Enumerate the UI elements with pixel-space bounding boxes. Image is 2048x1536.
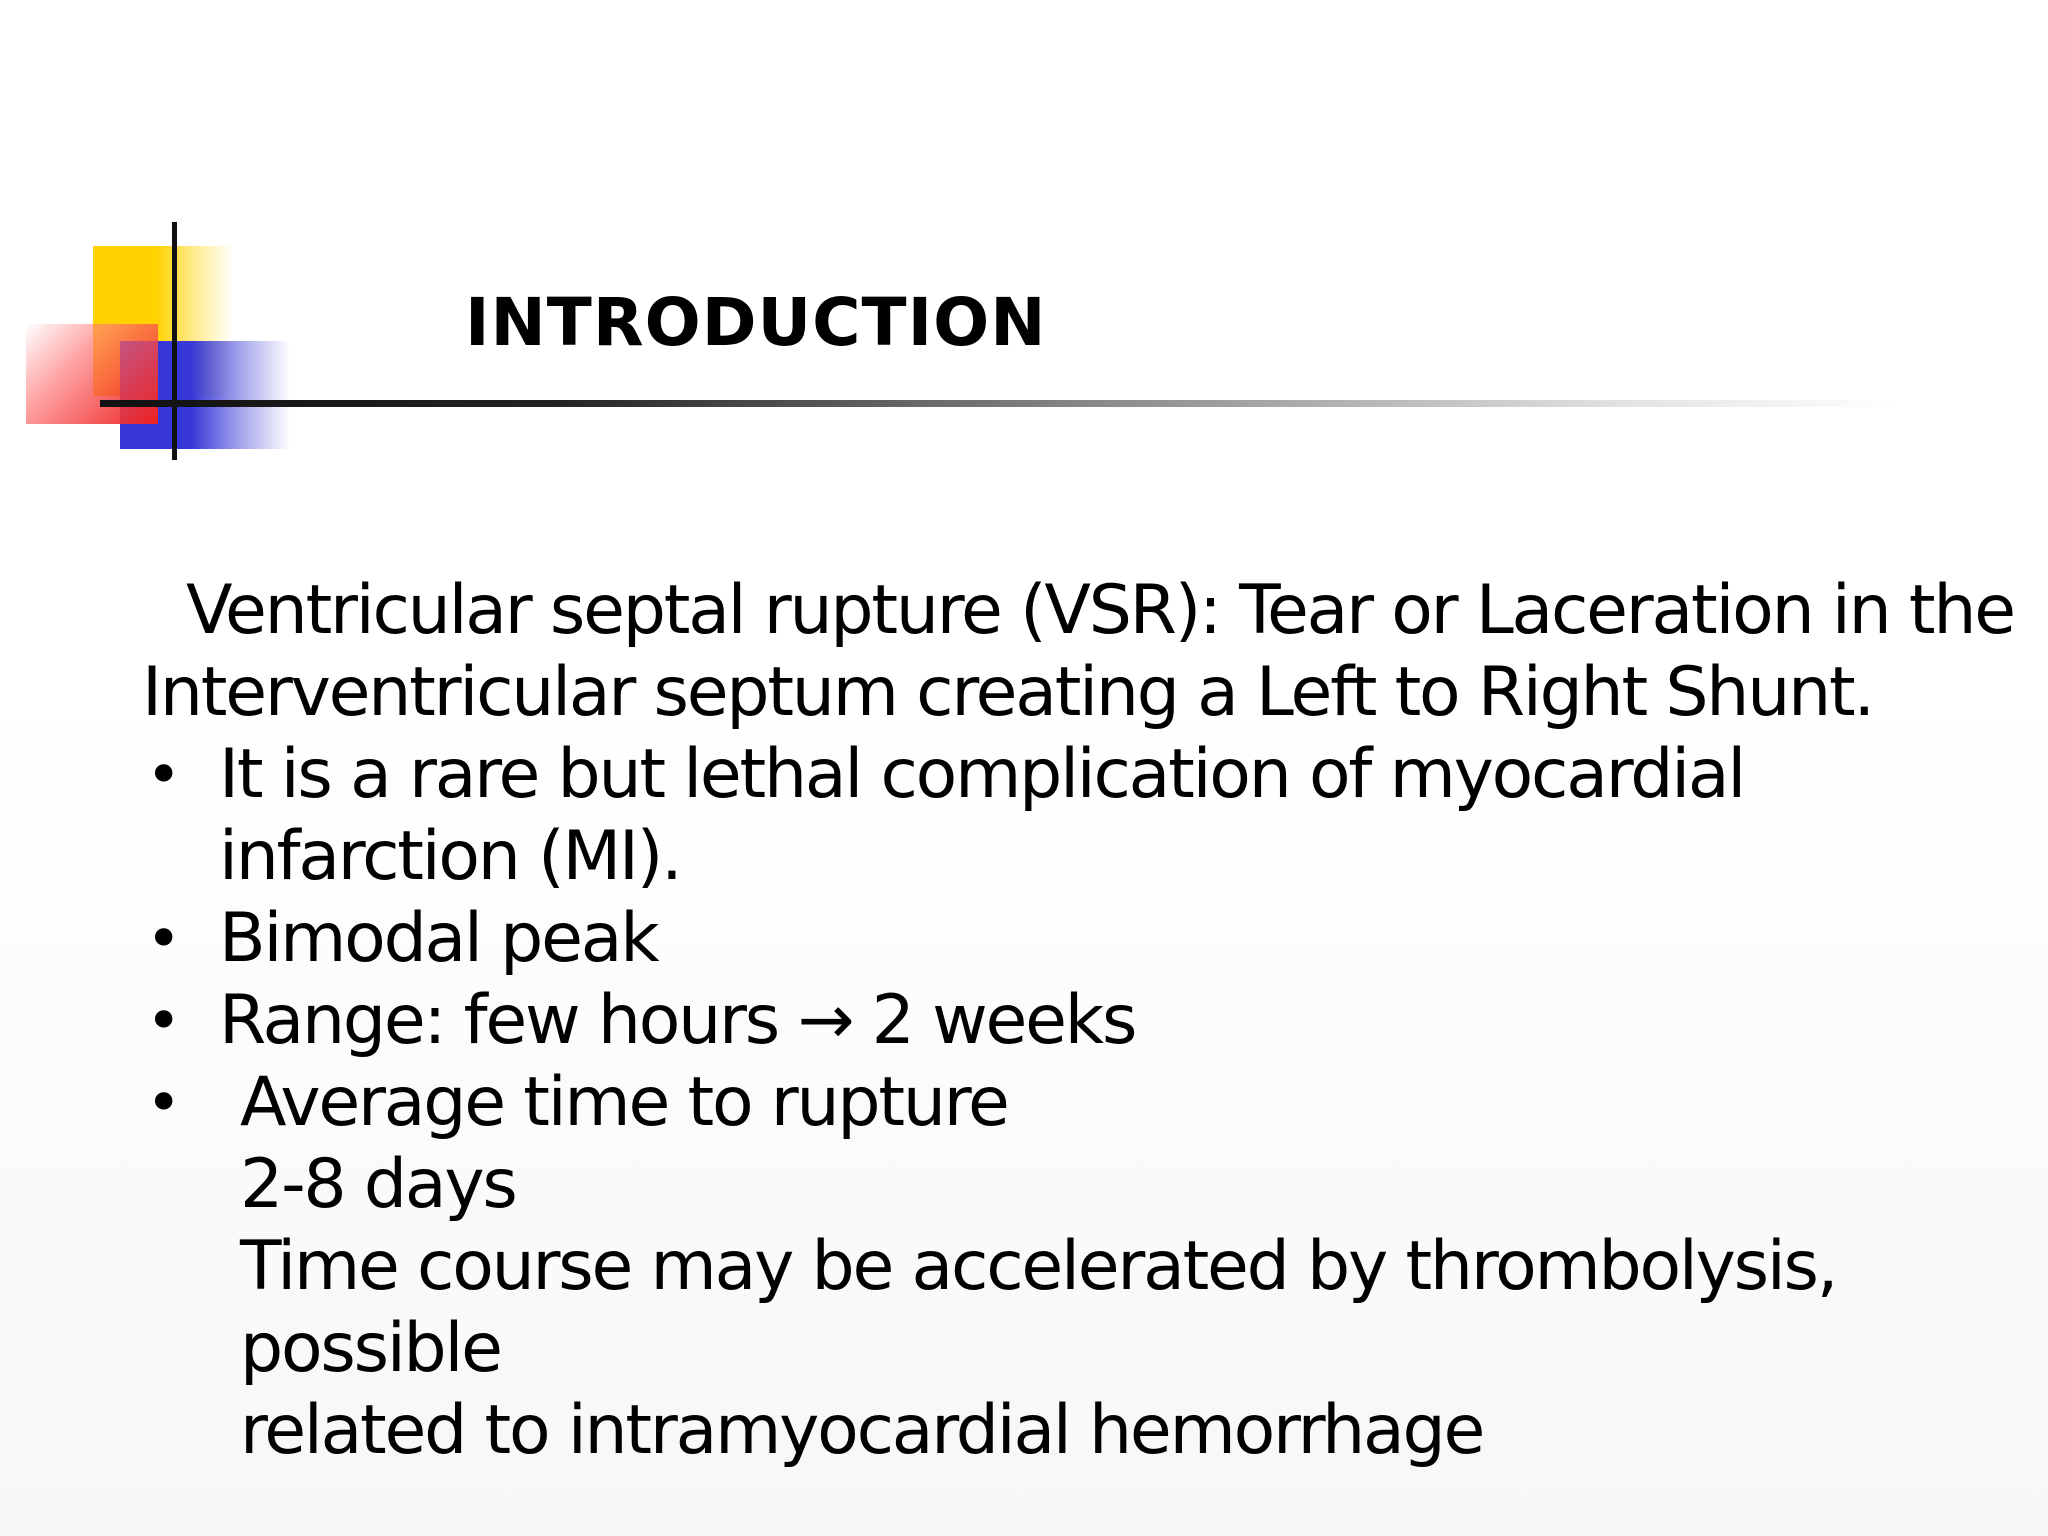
bullet-icon: • [146,1068,180,1138]
bullet-icon: • [146,904,180,974]
bullet-text: Time course may be accelerated by thrombolysis, possible [240,1227,1837,1388]
intro-line: Ventricular septal rupture (VSR): Tear or Laceration in the [186,571,2014,650]
bullet-text: Bimodal peak [219,899,658,978]
bullet-item [142,980,2022,1062]
title-underline-rule [100,400,1900,407]
bullet-list [142,734,2022,1472]
bullet-icon: • [146,986,180,1056]
slide-logo-graphic [0,0,320,480]
bullet-text: 2-8 days [240,1145,516,1224]
bullet-icon: • [146,740,180,810]
slide-title: INTRODUCTION [465,284,1047,361]
bullet-item [142,734,2022,898]
bullet-text: Range: few hours → 2 weeks [219,981,1136,1060]
bullet-text: Average time to rupture [240,1063,1008,1142]
bullet-item [142,1062,2022,1472]
red-square-decoration [26,324,158,424]
vertical-line-decoration [172,222,177,460]
bullet-text: infarction (MI). [219,817,681,896]
bullet-text: It is a rare but lethal complication of myocardial [219,735,1745,814]
bullet-text: related to intramyocardial hemorrhage [240,1391,1484,1470]
bullet-item [142,898,2022,980]
slide-body [142,570,2022,1472]
intro-paragraph [142,570,2022,734]
intro-line: Interventricular septum creating a Left to Right Shunt. [142,653,1873,732]
